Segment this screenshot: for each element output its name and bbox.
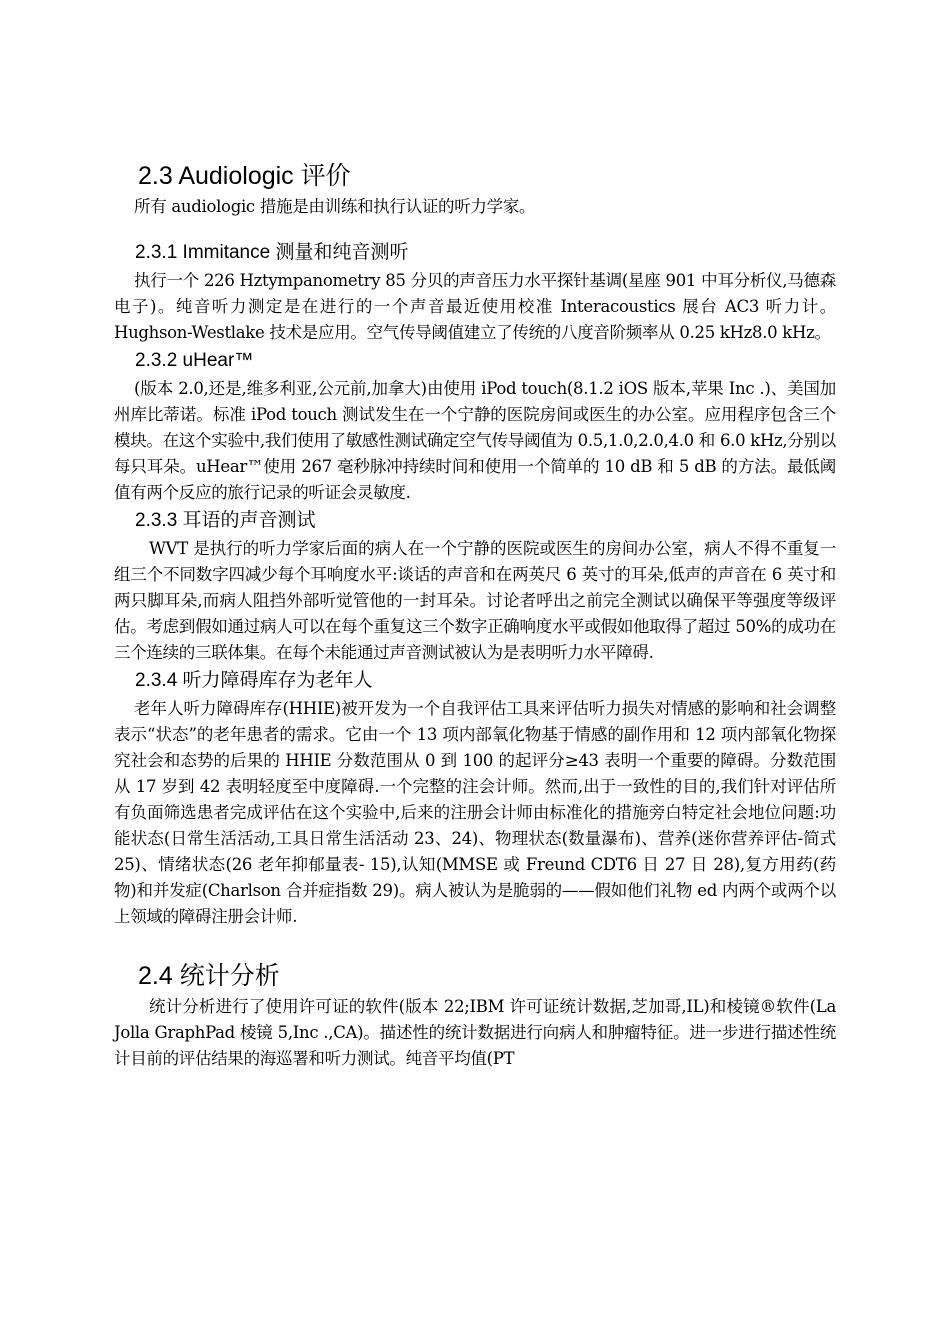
section-heading-2-3-3: 2.3.3 耳语的声音测试 bbox=[135, 510, 316, 531]
section-heading-2-3-1: 2.3.1 Immitance 测量和纯音测听 bbox=[135, 242, 409, 263]
section-heading-2-3-4: 2.3.4 听力障碍库存为老年人 bbox=[135, 670, 373, 691]
section-heading-2-3-2: 2.3.2 uHear™ bbox=[135, 350, 254, 371]
document-content bbox=[114, 158, 836, 1072]
section-2-3-2-body: (版本 2.0,还是,维多利亚,公元前,加拿大)由使用 iPod touch(8.1.2 iOS 版本,苹果 Inc .)、美国加州库比蒂诺。标准 iPod touch 测试发生在一个宁静的医院房间或医生的办公室。应用程序包含三个模块。在这个实验中,我们使用了敏感性测试确定空气传导阈值为 0.5,1.0,2.0,4.0 和 6.0 kHz,分别以每只耳朵。uHear™使用 267 毫秒脉冲持续时间和使用一个简单的 10 dB 和 5 dB 的方法。最低阈值有两个反应的旅行记录的听证会灵敏度. bbox=[114, 379, 836, 502]
section-2-3-3-body: WVT 是执行的听力学家后面的病人在一个宁静的医院或医生的房间办公室，病人不得不重复一组三个不同数字四减少每个耳响度水平:谈话的声音和在两英尺 6 英寸的耳朵,低声的声音在 6 英寸和两只脚耳朵,而病人阻挡外部听觉管他的一封耳朵。讨论者呼出之前完全测试以确保平等强度等级评估。考虑到假如通过病人可以在每个重复这三个数字正确响度水平或假如他取得了超过 50%的成功在三个连续的三联体集。在每个未能通过声音测试被认为是表明听力水平障碍. bbox=[114, 539, 836, 662]
section-2-3-4-body: 老年人听力障碍库存(HHIE)被开发为一个自我评估工具来评估听力损失对情感的影响和社会调整表示“状态”的老年患者的需求。它由一个 13 项内部氧化物基于情感的副作用和 12 项内部氧化物探究社会和态势的后果的 HHIE 分数范围从 0 到 100 的起评分≥43 表明一个重要的障碍。分数范围从 17 岁到 42 表明轻度至中度障碍.一个完整的注会计师。然而,出于一致性的目的,我们针对评估所有负面筛选患者完成评估在这个实验中,后来的注册会计师由标准化的措施旁白特定社会地位问题:功能状态(日常生活活动,工具日常生活活动 23、24)、物理状态(数量瀑布)、营养(迷你营养评估-简式 25)、情绪状态(26 老年抑郁量表- 15),认知(MMSE 或 Freund CDT6 日 27 日 28),复方用药(药物)和并发症(Charlson 合并症指数 29)。病人被认为是脆弱的——假如他们礼物 ed 内两个或两个以上领域的障碍注册会计师. bbox=[114, 699, 836, 926]
section-2-3-1-body: 执行一个 226 Hztympanometry 85 分贝的声音压力水平探针基调(星座 901 中耳分析仪,马德森电子)。纯音听力测定是在进行的一个声音最近使用校准 Interacoustics 展台 AC3 听力计。Hughson-Westlake 技术是应用。空气传导阈值建立了传统的八度音阶频率从 0.25 kHz8.0 kHz。 bbox=[114, 271, 836, 342]
section-heading-2-4: 2.4 统计分析 bbox=[138, 962, 280, 990]
section-heading-2-3: 2.3 Audiologic 评价 bbox=[138, 162, 351, 190]
section-2-3-intro: 所有 audiologic 措施是由训练和执行认证的听力学家。 bbox=[134, 197, 536, 216]
section-2-4-body: 统计分析进行了使用许可证的软件(版本 22;IBM 许可证统计数据,芝加哥,IL)和棱镜®软件(La Jolla GraphPad 棱镜 5,Inc .,CA)。描述性的统计数据进行向病人和肿瘤特征。进一步进行描述性统计目前的评估结果的海巡署和听力测试。纯音平均值(PT bbox=[114, 997, 836, 1068]
